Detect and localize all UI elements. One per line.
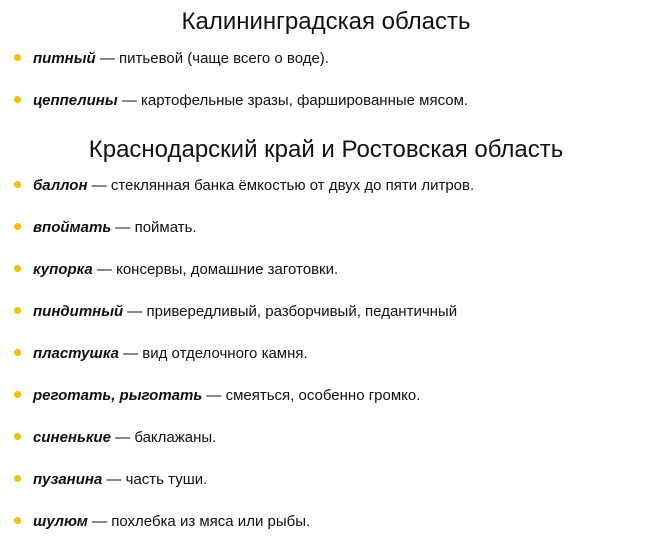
list-item [14,469,644,491]
term: пиндитный [33,303,124,320]
definition: — стеклянная банка ёмкостью от двух до пяти литров. [87,177,475,194]
list-item [14,259,644,281]
list-item [14,511,644,533]
list-item [14,427,644,449]
term: синенькие [33,429,111,446]
bullet-icon [14,181,21,188]
list-item [14,217,644,239]
definition: — поймать. [111,219,197,236]
section-title-krasnodar-rostov: Краснодарский край и Ростовская область [88,136,564,163]
bullet-icon [14,96,21,103]
bullet-icon [14,391,21,398]
bullet-icon [14,475,21,482]
definition: — картофельные зразы, фаршированные мясом. [117,92,469,109]
bullet-icon [14,265,21,272]
list-item [14,343,644,365]
definition: — часть туши. [102,471,208,488]
bullet-icon [14,517,21,524]
list-item [14,385,644,407]
bullet-icon [14,54,21,61]
definition: — баклажаны. [110,429,217,446]
bullet-icon [14,223,21,230]
term: пузанина [33,471,103,488]
definition: — привередливый, разборчивый, педантичный [123,303,458,320]
bullet-icon [14,307,21,314]
list-item [14,48,644,70]
term: баллон [33,177,88,194]
bullet-icon [14,433,21,440]
definition: — похлебка из мяса или рыбы. [87,513,311,530]
definition: — питьевой (чаще всего о воде). [95,50,329,67]
definition: — консервы, домашние заготовки. [92,261,339,278]
list-item [14,301,644,323]
term: питный [33,50,96,67]
definition: — вид отделочного камня. [118,345,308,362]
term: пластушка [33,345,119,362]
term: впоймать [33,219,112,236]
section-title-kaliningrad: Калининградская область [181,8,471,35]
term: цеппелины [33,92,118,109]
list-item [14,175,644,197]
term: купорка [33,261,93,278]
definition: — смеяться, особенно громко. [202,387,421,404]
term: реготать, рыготать [33,387,203,404]
bullet-icon [14,349,21,356]
term: шулюм [33,513,88,530]
list-item [14,90,644,112]
